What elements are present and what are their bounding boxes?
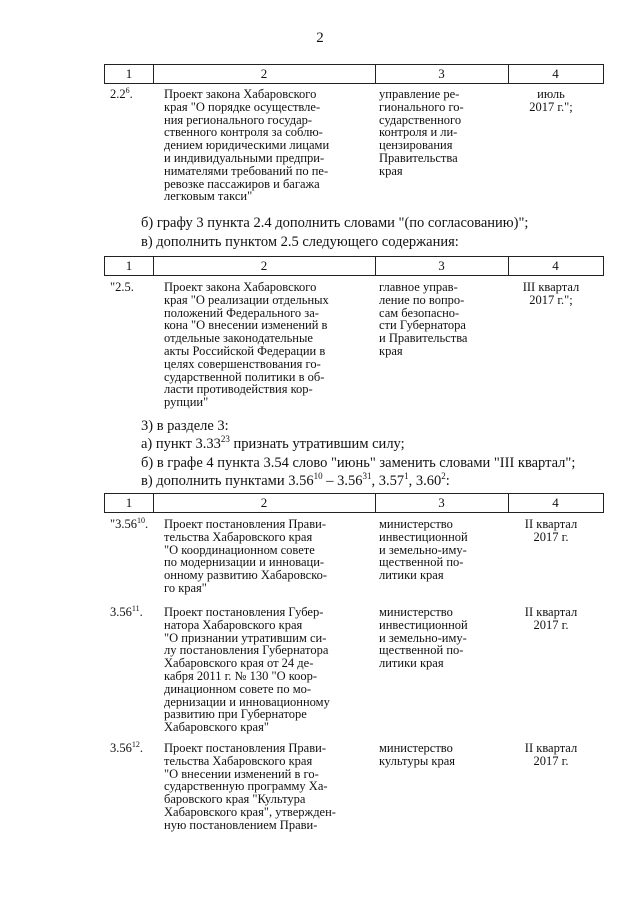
- row-name-cell: Проект закона Хабаровского края "О порядке осуществле- ния регионального государ- ственного контроля за соблю- дением юридическими лицами и индивидуальными предпри- нимателями требований по пе- ревозке пассажиров и багажа легковым такси": [164, 87, 330, 204]
- row-name-cell: Проект закона Хабаровского края "О реализации отдельных положений Федерального за- кона "О внесении изменений в отдельные законодательные акты Российской Федерации в целях совершенствования го- сударственной политики в об- ласти противодействия кор- рупции": [164, 280, 329, 410]
- header-divider: [375, 494, 376, 512]
- row-deadline-cell: июль 2017 г.";: [529, 87, 573, 114]
- header-col-1: 1: [125, 66, 133, 81]
- table-header-1: [104, 64, 604, 84]
- section-3-heading: 3) в разделе 3:: [141, 418, 229, 434]
- row-name-cell: Проект постановления Прави- тельства Хабаровского края "О внесении изменений в го- сударственную программу Ха- баровского края "Культура Хабаровского края", утвержден- ную постановлением Прави-: [164, 741, 336, 832]
- header-divider: [375, 65, 376, 83]
- header-col-1: 1: [125, 258, 133, 273]
- header-divider: [508, 65, 509, 83]
- row-number: "3.56$^{10}$.: [110, 515, 149, 531]
- header-divider: [375, 257, 376, 275]
- header-divider: [508, 494, 509, 512]
- header-col-3: 3: [438, 258, 445, 273]
- row-deadline-cell: III квартал 2017 г.";: [522, 280, 580, 307]
- row-number: 3.56$^{11}$.: [110, 603, 143, 619]
- row-executor-cell: управление ре- гионального го- сударственного контроля и ли- цензирования Правительства края: [379, 87, 464, 178]
- table-header-2: [104, 256, 604, 276]
- header-col-2: 2: [260, 495, 268, 510]
- header-col-3: 3: [438, 66, 445, 81]
- header-col-2: 2: [260, 66, 268, 81]
- row-executor-cell: министерство культуры края: [379, 741, 456, 768]
- row-executor-cell: главное управ- ление по вопро- сам безопасно- сти Губернатора и Правительства края: [379, 280, 468, 358]
- row-executor-cell: министерство инвестиционной и земельно-иму- щественной по- литики края: [379, 517, 468, 583]
- header-col-1: 1: [125, 495, 133, 510]
- header-col-4: 4: [552, 66, 559, 81]
- row-name-cell: Проект постановления Прави- тельства Хабаровского края "О координационном совете по модернизации и инноваци- онному развитию Хабаровско- го края": [164, 517, 328, 595]
- row-name-cell: Проект постановления Губер- натора Хабаровского края "О признании утратившим си- лу постановления Губернатора Хабаровского края от 24 де- кабря 2011 г. № 130 "О коор- динационном совете по мо- дернизации и инновационному развитию при Губернаторе Хабаровского края": [164, 605, 330, 735]
- row-number: 3.56$^{12}$.: [110, 739, 143, 755]
- row-number: "2.5.: [110, 280, 134, 294]
- amendment-3v: в) дополнить пунктами 3.56$^{10}$ – 3.56$^{31}$, 3.57$^1$, 3.60$^2$:: [141, 471, 450, 489]
- row-deadline-cell: II квартал 2017 г.: [524, 517, 578, 544]
- header-col-3: 3: [438, 495, 445, 510]
- header-col-4: 4: [552, 495, 559, 510]
- page-number: 2: [316, 30, 324, 46]
- header-col-4: 4: [552, 258, 559, 273]
- header-divider: [508, 257, 509, 275]
- header-col-2: 2: [260, 258, 268, 273]
- header-divider: [153, 65, 154, 83]
- row-number: $2.2^6$.: [110, 85, 133, 101]
- row-deadline-cell: II квартал 2017 г.: [524, 605, 578, 632]
- header-divider: [153, 257, 154, 275]
- row-executor-cell: министерство инвестиционной и земельно-иму- щественной по- литики края: [379, 605, 468, 671]
- table-header-3: [104, 493, 604, 513]
- amendment-3a: а) пункт 3.33$^{23}$ признать утратившим силу;: [141, 434, 405, 452]
- amendment-v: в) дополнить пунктом 2.5 следующего содержания:: [141, 234, 459, 250]
- amendment-b: б) графу 3 пункта 2.4 дополнить словами "(по согласованию)";: [141, 215, 529, 231]
- amendment-3b: б) в графе 4 пункта 3.54 слово "июнь" заменить словами "III квартал";: [141, 455, 576, 471]
- header-divider: [153, 494, 154, 512]
- row-deadline-cell: II квартал 2017 г.: [524, 741, 578, 768]
